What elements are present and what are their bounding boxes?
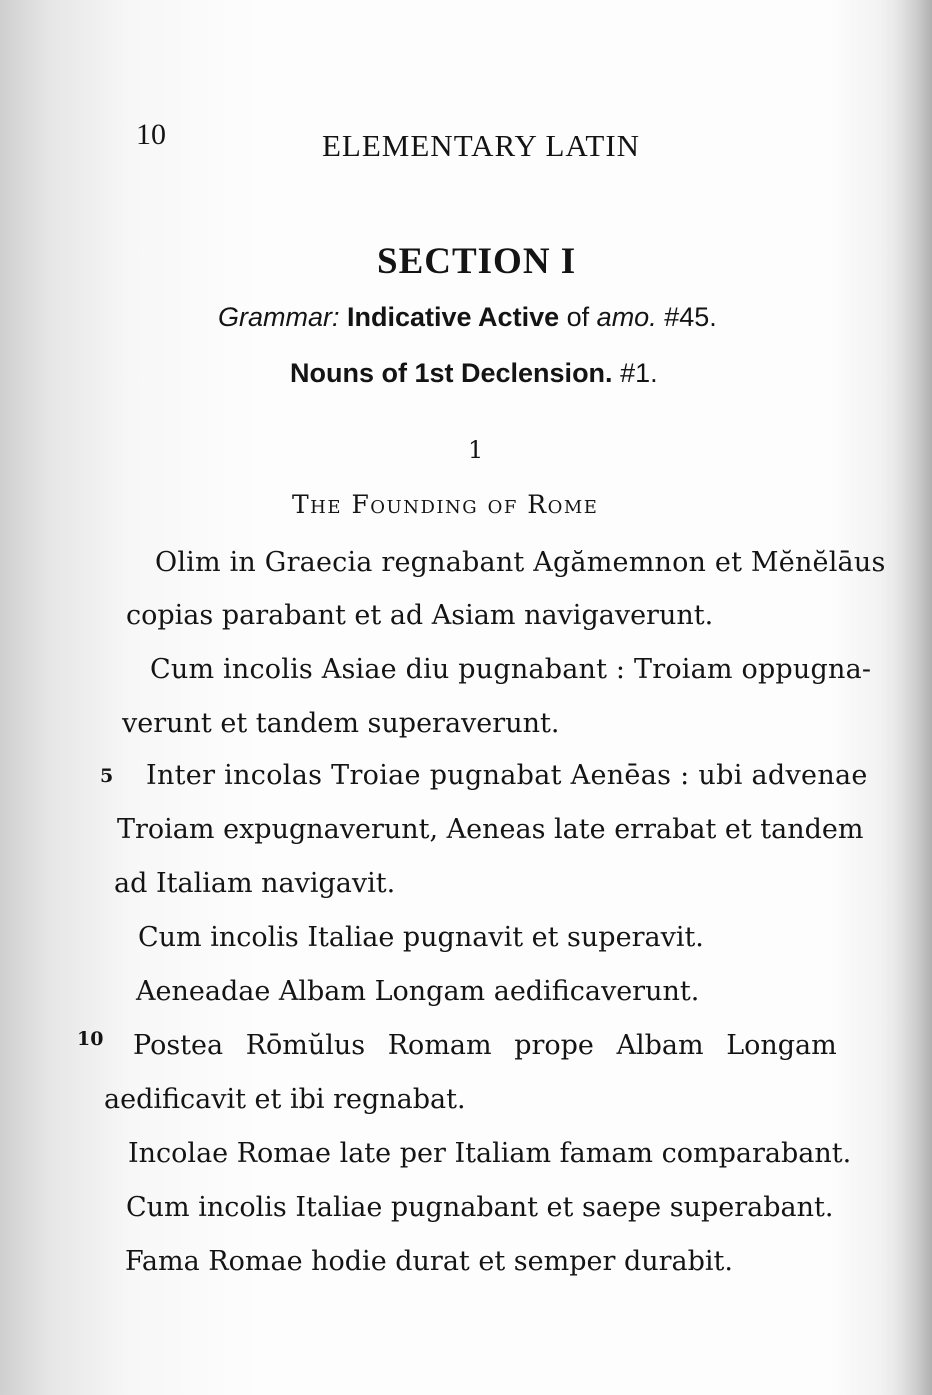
text-line-7: ad Italiam navigavit. <box>114 868 396 899</box>
reading-title: The Founding of Rome <box>292 490 599 519</box>
nouns-topic: Nouns of 1st Declension. <box>290 358 613 388</box>
grammar-line <box>218 302 717 333</box>
text-line-14: Fama Romae hodie durat et semper durabit. <box>125 1246 733 1277</box>
text-line-13: Cum incolis Italiae pugnabant et saepe superabant. <box>126 1192 834 1223</box>
text-line-11: aedificavit et ibi regnabat. <box>104 1084 466 1115</box>
text-line-5: Inter incolas Troiae pugnabat Aenēas : ubi advenae <box>146 760 868 791</box>
grammar-reference: #45. <box>664 302 717 332</box>
page-gutter-shadow <box>892 0 932 1395</box>
grammar-of: of <box>566 302 590 332</box>
text-line-1: Olim in Graecia regnabant Agămemnon et Mĕnĕlāus <box>155 547 886 578</box>
exercise-number: 1 <box>468 436 484 464</box>
nouns-reference: #1. <box>620 358 658 388</box>
text-line-9: Aeneadae Albam Longam aedificaverunt. <box>136 976 700 1007</box>
text-line-6: Troiam expugnaverunt, Aeneas late errabat et tandem <box>117 814 864 845</box>
text-line-2: copias parabant et ad Asiam navigaverunt. <box>126 600 714 631</box>
page-number: 10 <box>136 118 166 151</box>
grammar-topic: Indicative Active <box>347 302 560 332</box>
grammar-label: Grammar: <box>218 302 340 332</box>
text-line-10: Postea Rōmŭlus Romam prope Albam Longam <box>133 1030 837 1061</box>
margin-line-number-10: 10 <box>77 1028 104 1050</box>
grammar-verb: amo. <box>596 302 657 332</box>
text-line-4: verunt et tandem superaverunt. <box>122 708 560 739</box>
text-line-8: Cum incolis Italiae pugnavit et superavit. <box>138 922 704 953</box>
running-title: ELEMENTARY LATIN <box>322 128 641 163</box>
section-heading: SECTION I <box>377 241 577 282</box>
text-line-12: Incolae Romae late per Italiam famam comparabant. <box>128 1138 852 1169</box>
margin-line-number-5: 5 <box>100 765 114 787</box>
nouns-line <box>290 358 658 389</box>
text-line-3: Cum incolis Asiae diu pugnabant : Troiam oppugna- <box>150 654 872 685</box>
